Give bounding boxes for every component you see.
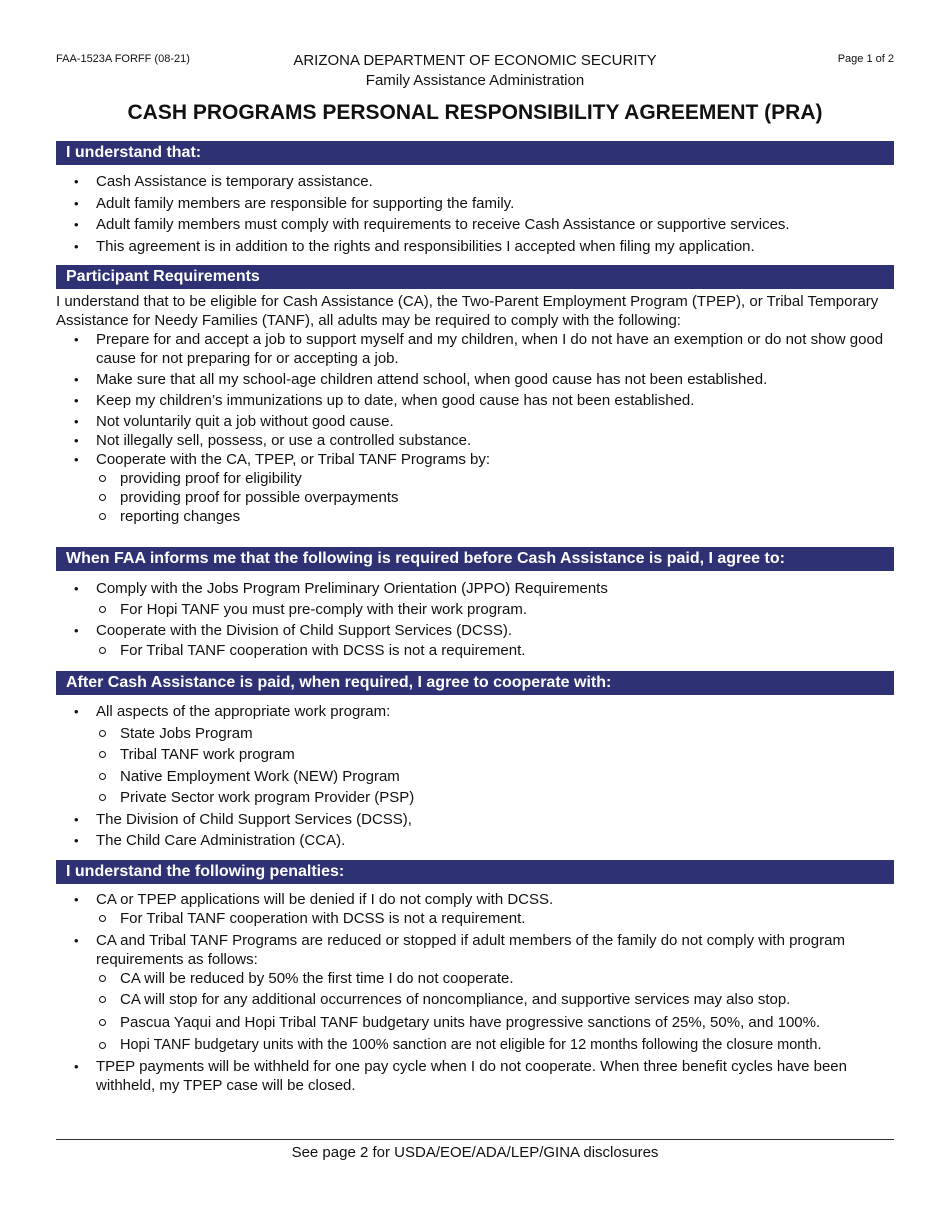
sub-list-item: For Hopi TANF you must pre-comply with their work program. [56,600,894,619]
sub-list-item: reporting changes [56,507,894,526]
list-item: • Cooperate with the Division of Child Support Services (DCSS). [56,621,894,640]
sub-list-item: Pascua Yaqui and Hopi Tribal TANF budgetary units have progressive sanctions of 25%, 50%, and 100%. [56,1013,894,1032]
section-understand [56,172,894,256]
list-item: • Adult family members must comply with requirements to receive Cash Assistance or supportive services. [56,215,894,234]
agency-name: ARIZONA DEPARTMENT OF ECONOMIC SECURITY [293,52,657,69]
list-item: • CA or TPEP applications will be denied if I do not comply with DCSS. [56,890,894,909]
sub-list-item: Private Sector work program Provider (PSP) [56,788,894,807]
sub-list-item: CA will stop for any additional occurrences of noncompliance, and supportive services may also stop. [56,990,894,1009]
footer-divider [56,1139,894,1140]
section-heading-understand: I understand that: [56,141,894,165]
sub-list-item: Hopi TANF budgetary units with the 100% sanction are not eligible for 12 months following the closure month. [56,1036,894,1055]
page-number: Page 1 of 2 [837,53,894,65]
list-item: • TPEP payments will be withheld for one pay cycle when I do not cooperate. When three benefit cycles have been withheld, my TPEP case will be closed. [56,1057,894,1095]
sub-list-item: For Tribal TANF cooperation with DCSS is not a requirement. [56,641,894,660]
list-item: • Keep my children’s immunizations up to date, when good cause has not been established. [56,391,894,410]
list-item: • Comply with the Jobs Program Preliminary Orientation (JPPO) Requirements [56,579,894,598]
section-heading-before-paid: When FAA informs me that the following is required before Cash Assistance is paid, I agree to: [56,547,894,571]
sub-list-item: Tribal TANF work program [56,745,894,764]
list-item: • CA and Tribal TANF Programs are reduced or stopped if adult members of the family do not comply with program requirements as follows: [56,931,894,969]
list-item: • Cash Assistance is temporary assistance. [56,172,894,191]
list-item: • Not voluntarily quit a job without good cause. [56,412,894,431]
section-after-paid [56,702,894,850]
sub-list-item: For Tribal TANF cooperation with DCSS is not a requirement. [56,909,894,928]
division-name: Family Assistance Administration [365,72,585,89]
requirements-intro: I understand that to be eligible for Cash Assistance (CA), the Two-Parent Employment Program (TPEP), or Tribal Temporary Assistance for Needy Families (TANF), all adults may be required to comply with the following: [56,293,879,329]
list-item: • Not illegally sell, possess, or use a controlled substance. [56,431,894,450]
list-item: • Make sure that all my school-age children attend school, when good cause has not been established. [56,370,894,389]
section-heading-requirements: Participant Requirements [56,265,894,289]
footer-note: See page 2 for USDA/EOE/ADA/LEP/GINA disclosures [291,1144,659,1161]
list-item: • The Division of Child Support Services (DCSS), [56,810,894,829]
list-item: • The Child Care Administration (CCA). [56,831,894,850]
sub-list-item: CA will be reduced by 50% the first time I do not cooperate. [56,969,894,988]
sub-list-item: Native Employment Work (NEW) Program [56,767,894,786]
sub-list-item: State Jobs Program [56,724,894,743]
list-item: • Adult family members are responsible for supporting the family. [56,194,894,213]
section-before-paid [56,579,894,660]
list-item: • All aspects of the appropriate work program: [56,702,894,721]
section-heading-penalties: I understand the following penalties: [56,860,894,884]
list-item: • Cooperate with the CA, TPEP, or Tribal TANF Programs by: [56,450,894,469]
list-item: • Prepare for and accept a job to support myself and my children, when I do not have an exemption or do not show good cause for not preparing for or accepting a job. [56,330,894,368]
section-penalties [56,890,894,1095]
sub-list-item: providing proof for eligibility [56,469,894,488]
section-heading-after-paid: After Cash Assistance is paid, when required, I agree to cooperate with: [56,671,894,695]
document-title: CASH PROGRAMS PERSONAL RESPONSIBILITY AGREEMENT (PRA) [127,101,823,124]
sub-list-item: providing proof for possible overpayments [56,488,894,507]
form-id: FAA-1523A FORFF (08-21) [56,53,190,65]
list-item: • This agreement is in addition to the rights and responsibilities I accepted when filing my application. [56,237,894,256]
section-requirements [56,292,894,526]
